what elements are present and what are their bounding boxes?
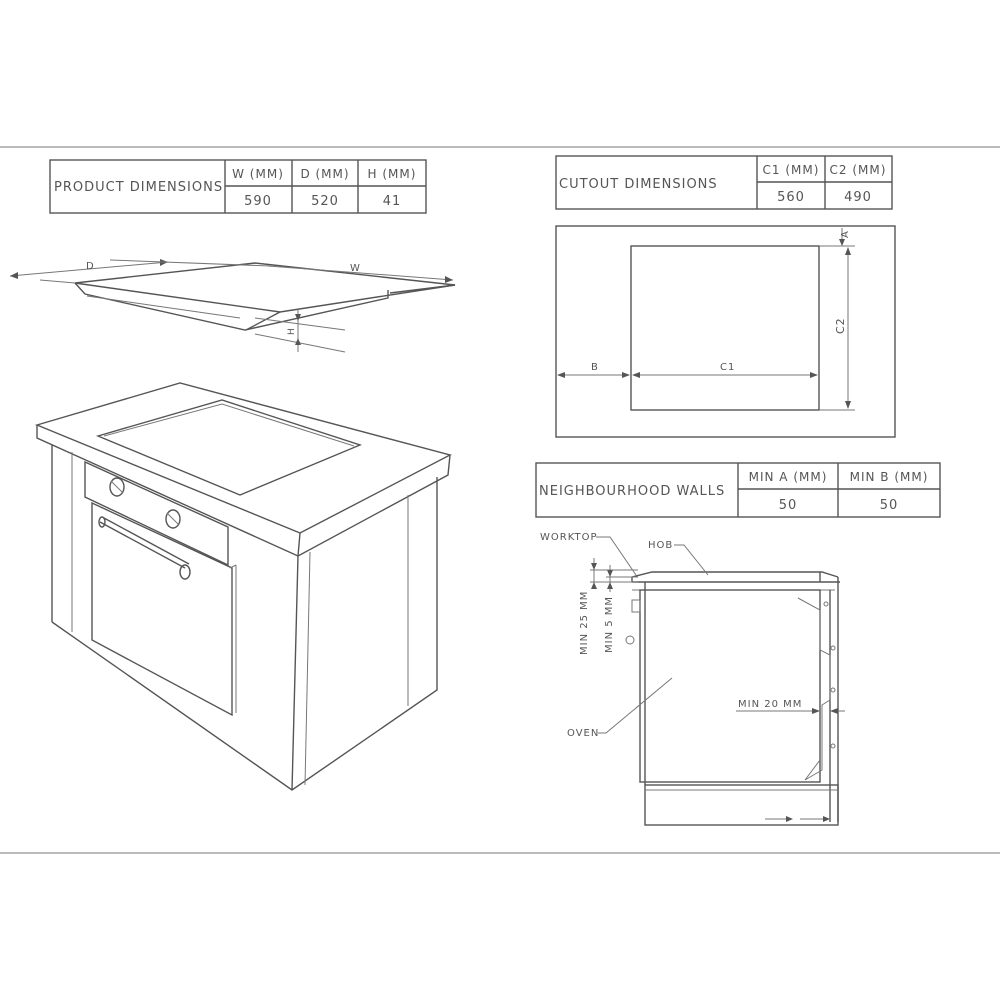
product-value-d: 520 [311,194,339,209]
walls-value-min-a: 50 [778,498,798,513]
product-header-w: W (MM) [232,167,284,181]
cutout-drawing [556,226,895,437]
product-dimensions-table [50,160,426,213]
product-value-h: 41 [382,194,402,209]
hob-perspective-drawing [10,259,455,352]
walls-table-title: NEIGHBOURHOOD WALLS [539,484,726,499]
cutout-label-c2: C2 [834,317,847,334]
walls-value-min-b: 50 [879,498,899,513]
min-5-mm-label: MIN 5 MM [604,595,615,653]
cutout-value-c2: 490 [844,190,872,205]
oven-label: OVEN [567,728,600,739]
cutout-label-a: A [840,230,851,238]
product-table-title: PRODUCT DIMENSIONS [54,180,224,195]
product-header-d: D (MM) [300,167,350,181]
neighbourhood-walls-table [536,463,940,517]
hob-label-h: H [287,327,297,335]
cutout-dimensions-table [556,156,892,209]
cabinet-perspective-drawing [37,383,450,790]
min-25-mm-label: MIN 25 MM [579,590,590,655]
product-header-h: H (MM) [367,167,417,181]
cutout-label-c1: C1 [720,362,736,373]
product-value-w: 590 [244,194,272,209]
min-20-mm-label: MIN 20 MM [738,699,803,710]
walls-header-min-b: MIN B (MM) [849,470,929,484]
cutout-value-c1: 560 [777,190,805,205]
cutout-header-c2: C2 (MM) [829,163,887,177]
cutout-table-title: CUTOUT DIMENSIONS [559,177,718,192]
installation-section-drawing [540,532,845,825]
hob-label-d: D [86,261,95,272]
cutout-header-c1: C1 (MM) [762,163,820,177]
cutout-label-b: B [591,362,599,373]
hob-label-w: W [350,263,361,274]
worktop-label: WORKTOP [540,532,598,543]
walls-header-min-a: MIN A (MM) [748,470,828,484]
hob-label: HOB [648,540,674,551]
